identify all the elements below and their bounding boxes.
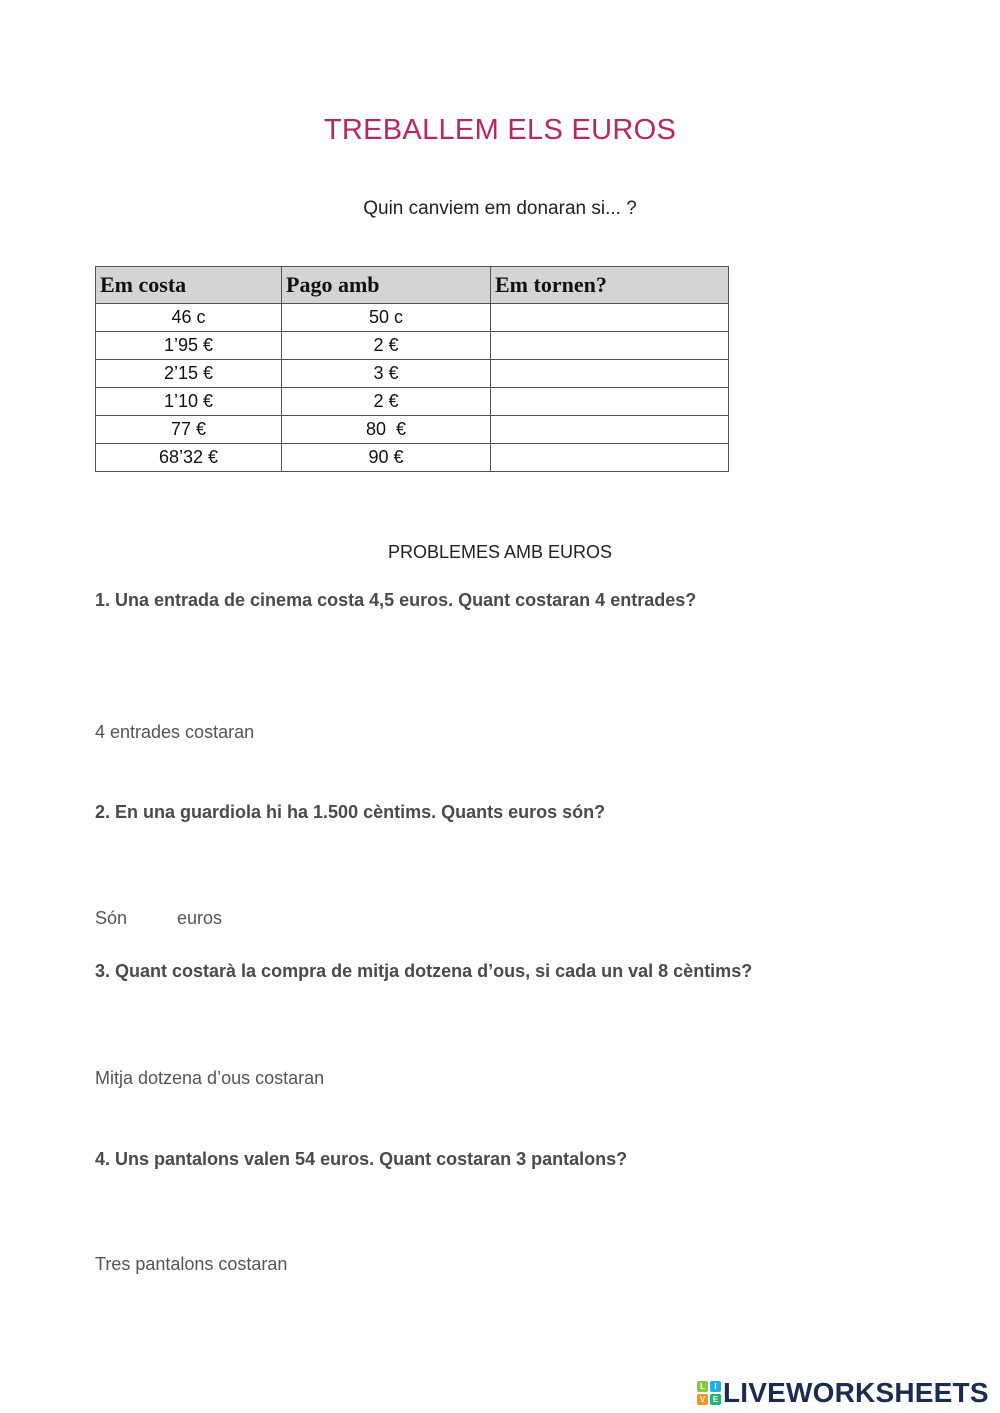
cell-change-answer[interactable] [491,304,729,332]
problem-1-answer: 4 entrades costaran [95,722,255,742]
cell-change-answer[interactable] [491,360,729,388]
problem-3-answer: Mitja dotzena d’ous costaran [95,1068,325,1088]
cell-change-answer[interactable] [491,416,729,444]
cell-paid: 3 € [282,360,491,388]
liveworksheets-logo [697,1378,989,1408]
problem-2-question: 2. En una guardiola hi ha 1.500 cèntims. Quants euros són? [95,802,606,822]
table-row [96,360,729,388]
logo-mark-v: V [697,1394,708,1405]
header-paid: Pago amb [282,267,491,304]
cell-paid: 80 € [282,416,491,444]
problem-2-answer [95,908,222,929]
problem-2-answer-suffix: euros [177,908,223,928]
cell-paid: 2 € [282,388,491,416]
table-row [96,388,729,416]
page-title: TREBALLEM ELS EUROS [323,114,677,146]
cell-cost: 46 c [96,304,282,332]
cell-cost: 2’15 € [96,360,282,388]
header-cost: Em costa [96,267,282,304]
cell-change-answer[interactable] [491,388,729,416]
table-header-row [96,267,729,304]
change-table [95,266,729,472]
logo-mark-l: L [697,1381,708,1392]
logo-mark-e: E [710,1394,721,1405]
cell-change-answer[interactable] [491,444,729,472]
problem-2-answer-prefix: Són [95,908,128,928]
problem-4-answer: Tres pantalons costaran [95,1254,288,1274]
cell-cost: 68’32 € [96,444,282,472]
cell-cost: 1’95 € [96,332,282,360]
cell-cost: 77 € [96,416,282,444]
cell-paid: 2 € [282,332,491,360]
logo-text: LIVEWORKSHEETS [723,1377,989,1408]
table-row [96,416,729,444]
table-row [96,444,729,472]
logo-mark-icon [697,1381,721,1405]
page-subtitle: Quin canviem em donaran si... ? [363,198,637,219]
problem-1-question: 1. Una entrada de cinema costa 4,5 euros. Quant costaran 4 entrades? [95,590,697,610]
cell-paid: 50 c [282,304,491,332]
cell-paid: 90 € [282,444,491,472]
problem-3-question: 3. Quant costarà la compra de mitja dotzena d’ous, si cada un val 8 cèntims? [95,961,753,981]
problem-4-question: 4. Uns pantalons valen 54 euros. Quant costaran 3 pantalons? [95,1149,628,1169]
cell-cost: 1’10 € [96,388,282,416]
cell-change-answer[interactable] [491,332,729,360]
table-row [96,304,729,332]
logo-mark-i: I [710,1381,721,1392]
header-change: Em tornen? [491,267,729,304]
table-row [96,332,729,360]
problems-title: PROBLEMES AMB EUROS [387,542,613,562]
